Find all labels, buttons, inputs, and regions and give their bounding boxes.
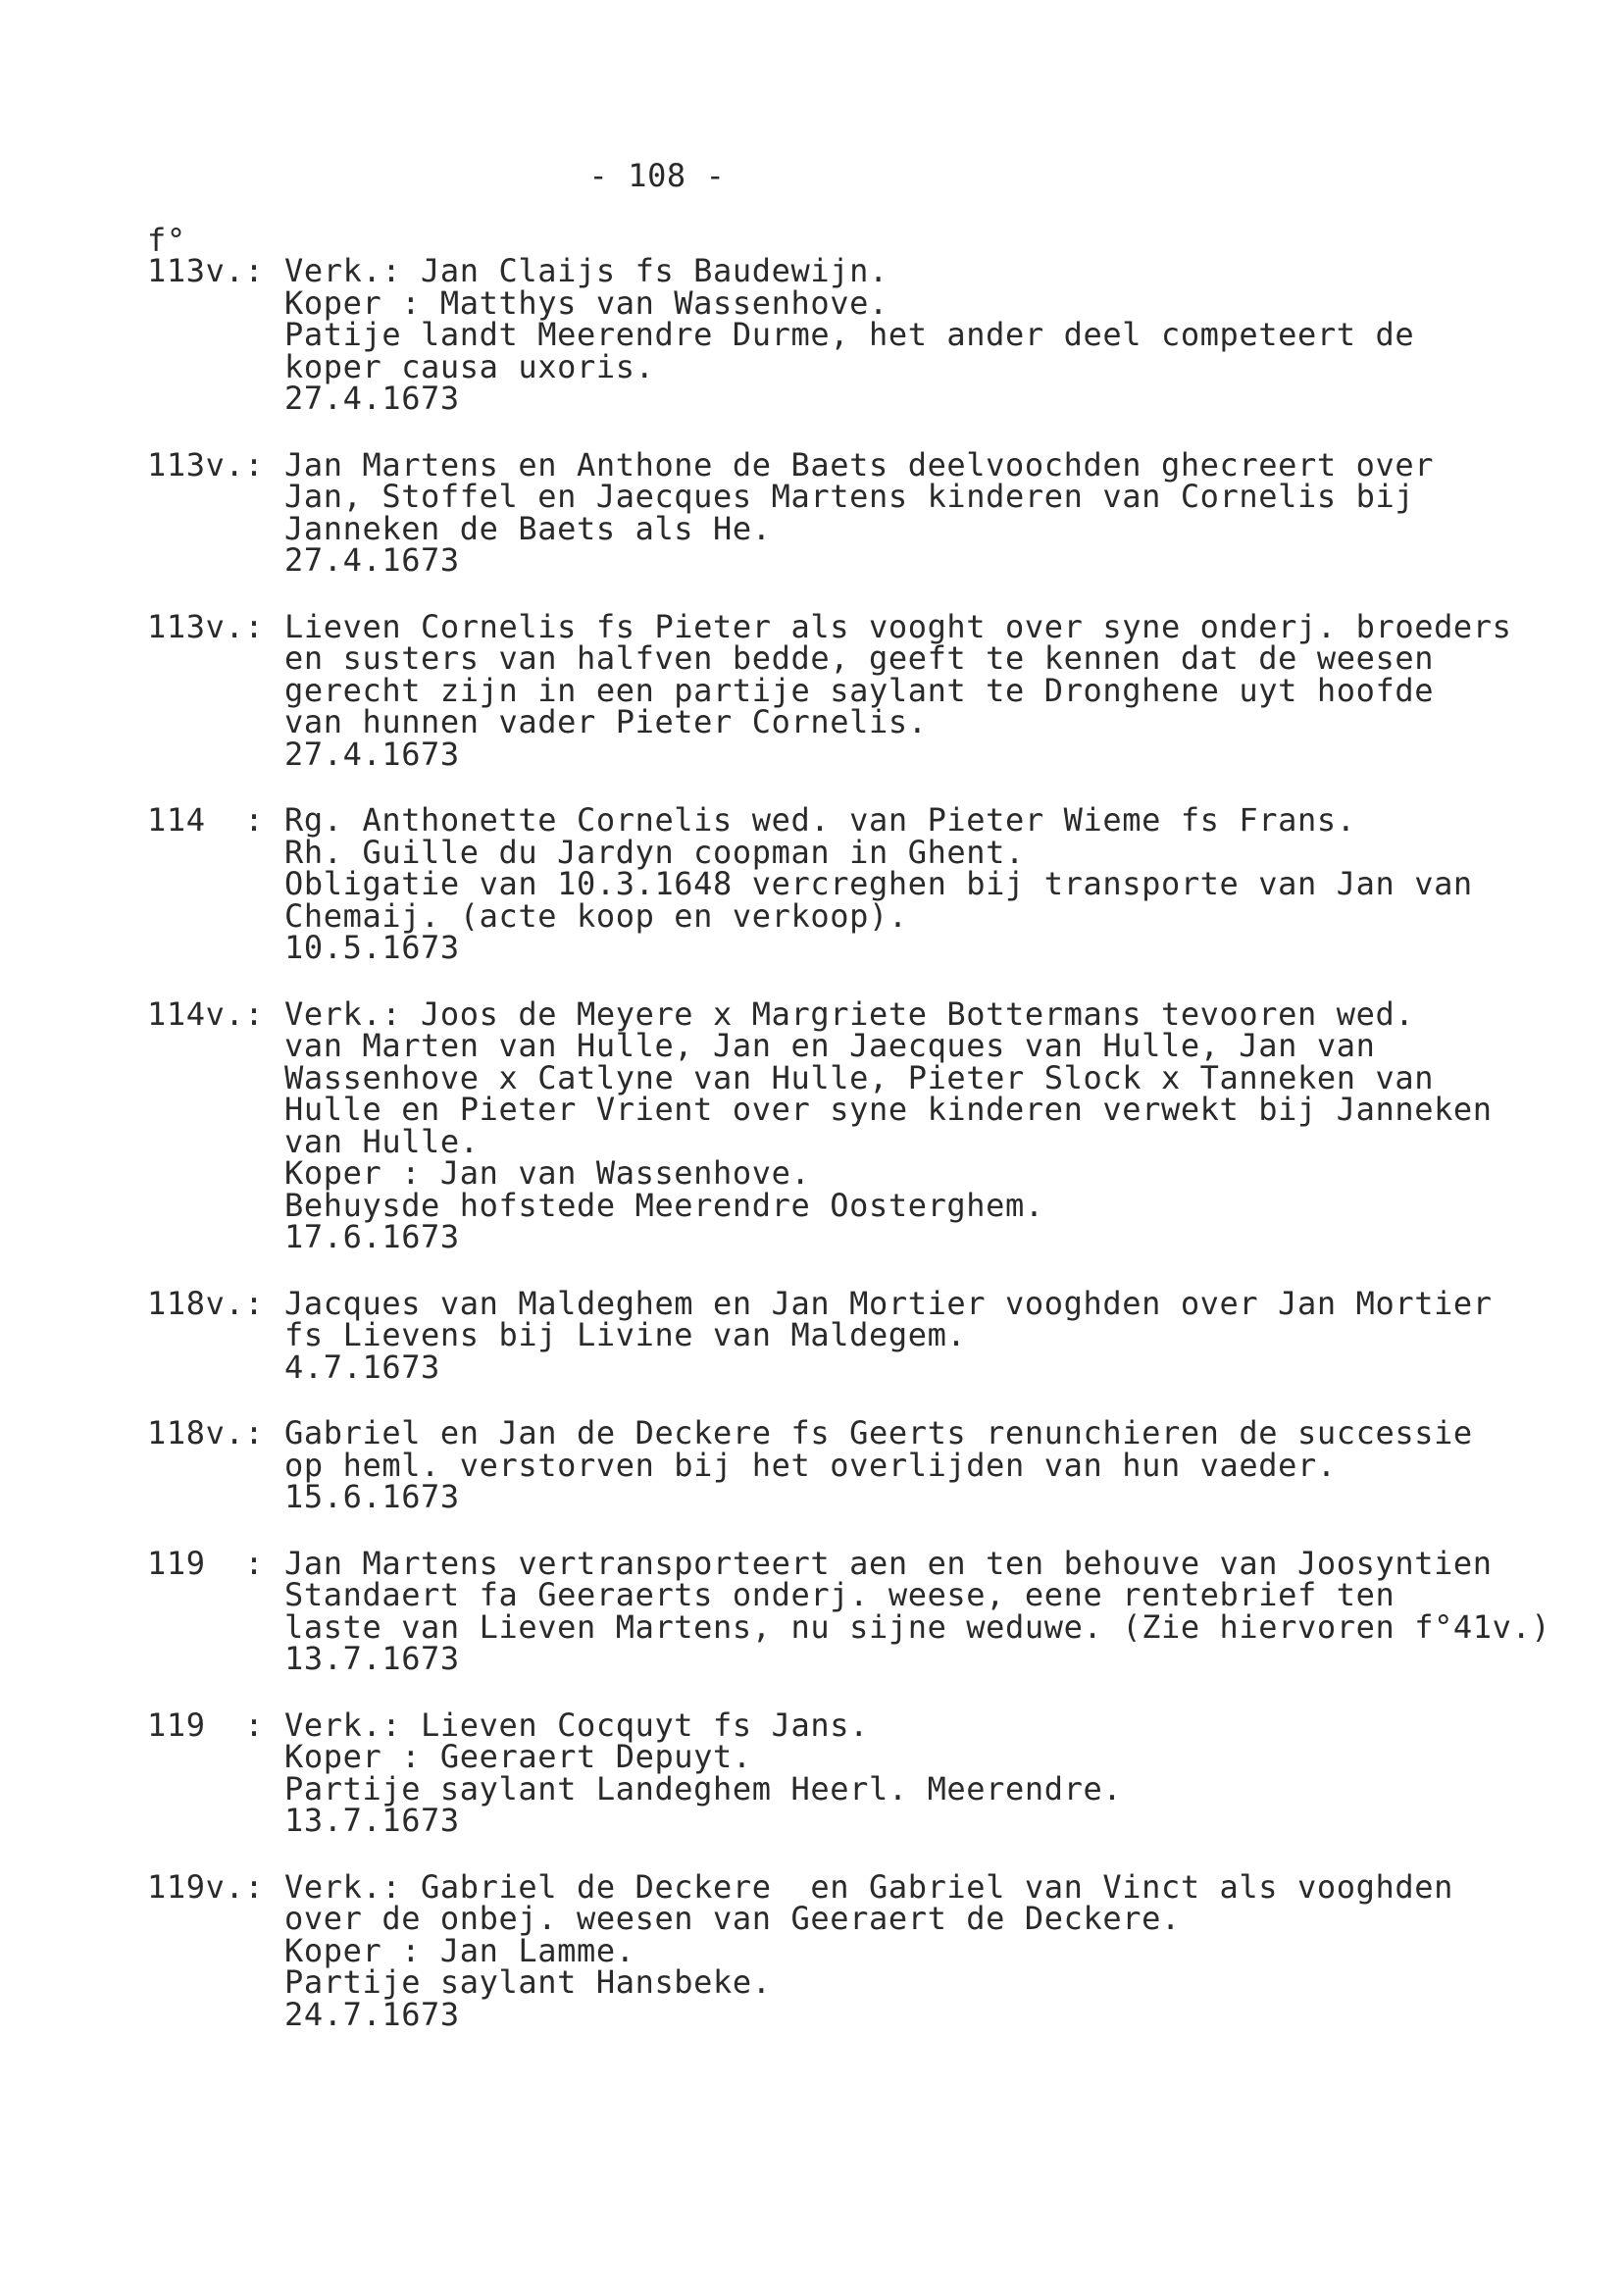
entry-line: Standaert fa Geeraerts onderj. weese, eene rentebrief ten — [284, 1576, 1396, 1613]
entry-line: Chemaij. (acte koop en verkoop). — [284, 896, 908, 935]
entry-line: Partije saylant Landeghem Heerl. Meerendre. — [284, 1769, 1123, 1807]
entry-line: 24.7.1673 — [284, 1995, 460, 2033]
entry-line: 17.6.1673 — [284, 1218, 460, 1255]
entry-line: Koper : Jan Lamme. — [284, 1931, 635, 1969]
entry — [147, 1544, 1559, 1677]
entry-folio-ref: 114v.: — [147, 994, 265, 1033]
entry-line: Behuysde hofstede Meerendre Oosterghem. — [284, 1186, 1044, 1224]
entry-line: van Hulle. — [284, 1122, 480, 1160]
entry-text — [284, 1544, 1559, 1677]
entry-folio-ref: 119 : — [147, 1706, 265, 1744]
entry-line: Obligatie van 10.3.1648 vercreghen bij transporte van Jan van — [284, 865, 1473, 902]
entry-line: 27.4.1673 — [284, 380, 460, 417]
entry-line: gerecht zijn in een partije saylant te Dronghene uyt hoofde — [284, 671, 1435, 709]
entry-text — [284, 994, 1559, 1255]
entry-text — [284, 1706, 1559, 1839]
entry-text — [284, 607, 1559, 773]
entry-line: Koper : Matthys van Wassenhove. — [284, 283, 888, 322]
entry-line: 4.7.1673 — [284, 1348, 440, 1386]
entry-line: Jan, Stoffel en Jaecques Martens kinderen van Cornelis bij — [284, 478, 1415, 515]
entry — [147, 445, 1559, 579]
entry — [147, 252, 1559, 417]
entry-line: Janneken de Baets als He. — [284, 509, 772, 547]
page-number: - 108 - — [588, 157, 726, 194]
entry-line: laste van Lieven Martens, nu sijne weduwe. (Zie hiervoren f°41v.) — [284, 1607, 1551, 1646]
entry-line: en susters van halfven bedde, geeft te kennen dat de weesen — [284, 639, 1435, 677]
entries-list — [147, 252, 1559, 2064]
entry-line: Rg. Anthonette Cornelis wed. van Pieter Wieme fs Frans. — [284, 801, 1356, 839]
entry — [147, 1706, 1559, 1839]
entry-folio-ref: 113v.: — [147, 252, 265, 289]
entry-line: Verk.: Gabriel de Deckere en Gabriel van Vinct als vooghden — [284, 1867, 1453, 1906]
entry-line: 27.4.1673 — [284, 735, 460, 773]
entry-folio-ref: 119v.: — [147, 1867, 265, 1906]
entry-line: 13.7.1673 — [284, 1802, 460, 1839]
entry-line: van hunnen vader Pieter Cornelis. — [284, 703, 928, 740]
entry-line: koper causa uxoris. — [284, 347, 655, 385]
entry — [147, 1867, 1559, 2033]
entry-folio-ref: 113v.: — [147, 607, 265, 645]
entry-line: Gabriel en Jan de Deckere fs Geerts renunchieren de successie — [284, 1414, 1473, 1451]
entry-line: van Marten van Hulle, Jan en Jaecques van Hulle, Jan van — [284, 1027, 1376, 1064]
entry — [147, 801, 1559, 966]
entry-text — [284, 801, 1559, 966]
entry-line: Koper : Jan van Wassenhove. — [284, 1154, 811, 1192]
entry-line: Hulle en Pieter Vrient over syne kinderen verwekt bij Janneken — [284, 1091, 1493, 1128]
entry-folio-ref: 118v.: — [147, 1284, 265, 1322]
entry-line: over de onbej. weesen van Geeraert de Deckere. — [284, 1900, 1181, 1937]
entry-line: Koper : Geeraert Depuyt. — [284, 1738, 752, 1775]
entry-text — [284, 1867, 1559, 2033]
entry-line: Rh. Guille du Jardyn coopman in Ghent. — [284, 833, 1025, 871]
entry-line: 15.6.1673 — [284, 1478, 460, 1515]
entry-line: Verk.: Jan Claijs fs Baudewijn. — [284, 252, 888, 289]
entry-folio-ref: 113v.: — [147, 445, 265, 484]
entry-text — [284, 252, 1559, 417]
entry-line: op heml. verstorven bij het overlijden van hun vaeder. — [284, 1446, 1337, 1484]
entry-line: Jan Martens vertransporteert aen en ten behouve van Joosyntien — [284, 1544, 1493, 1582]
entry-line: Verk.: Lieven Cocquyt fs Jans. — [284, 1706, 869, 1744]
entry-text — [284, 445, 1559, 579]
entry-line: fs Lievens bij Livine van Maldegem. — [284, 1316, 967, 1353]
entry-line: 27.4.1673 — [284, 541, 460, 579]
entry-line: Jacques van Maldeghem en Jan Mortier vooghden over Jan Mortier — [284, 1284, 1493, 1322]
entry-folio-ref: 114 : — [147, 801, 265, 839]
entry-line: Patije landt Meerendre Durme, het ander deel competeert de — [284, 316, 1415, 353]
entry-line: 10.5.1673 — [284, 929, 460, 966]
entry-text — [284, 1284, 1559, 1386]
entry-line: Partije saylant Hansbeke. — [284, 1963, 772, 2001]
folio-header: f° — [147, 222, 186, 259]
entry — [147, 994, 1559, 1255]
entry-line: Verk.: Joos de Meyere x Margriete Bottermans tevooren wed. — [284, 994, 1415, 1033]
entry — [147, 1284, 1559, 1386]
entry-text — [284, 1414, 1559, 1515]
entry-line: Jan Martens en Anthone de Baets deelvoochden ghecreert over — [284, 445, 1435, 484]
entry-line: Wassenhove x Catlyne van Hulle, Pieter Slock x Tanneken van — [284, 1058, 1435, 1096]
entry — [147, 607, 1559, 773]
entry-line: Lieven Cornelis fs Pieter als vooght over syne onderj. broeders — [284, 607, 1512, 645]
entry — [147, 1414, 1559, 1515]
entry-line: 13.7.1673 — [284, 1640, 460, 1677]
entry-folio-ref: 119 : — [147, 1544, 265, 1582]
entry-folio-ref: 118v.: — [147, 1414, 265, 1451]
